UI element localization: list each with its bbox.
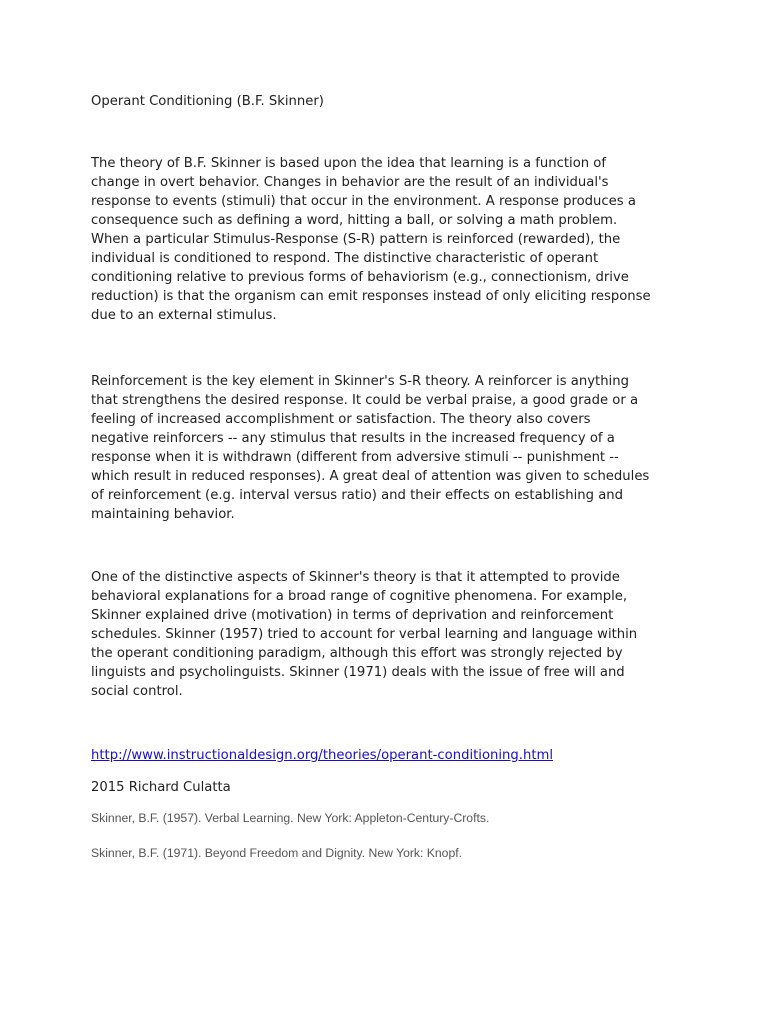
- paragraph-line: schedules. Skinner (1957) tried to account for verbal learning and language within: [91, 627, 638, 642]
- paragraph-line: linguists and psycholinguists. Skinner (1971) deals with the issue of free will and: [91, 665, 625, 680]
- paragraph-line: feeling of increased accomplishment or satisfaction. The theory also covers: [91, 412, 591, 427]
- paragraph-line: response when it is withdrawn (different from adversive stimuli -- punishment --: [91, 450, 619, 465]
- paragraph-skinner-theory: [91, 154, 651, 325]
- paragraph-line: reduction) is that the organism can emit responses instead of only eliciting response: [91, 289, 651, 304]
- paragraph-line: change in overt behavior. Changes in behavior are the result of an individual's: [91, 175, 609, 190]
- paragraph-line: behavioral explanations for a broad range of cognitive phenomena. For example,: [91, 589, 628, 604]
- paragraph-line: the operant conditioning paradigm, although this effort was strongly rejected by: [91, 646, 623, 661]
- paragraph-line: conditioning relative to previous forms of behaviorism (e.g., connectionism, drive: [91, 270, 629, 285]
- paragraph-line: response to events (stimuli) that occur in the environment. A response produces a: [91, 194, 636, 209]
- paragraph-line: consequence such as defining a word, hitting a ball, or solving a math problem.: [91, 213, 618, 228]
- paragraph-reinforcement: [91, 372, 649, 524]
- paragraph-line: When a particular Stimulus-Response (S-R) pattern is reinforced (rewarded), the: [91, 232, 621, 247]
- paragraph-line: social control.: [91, 684, 183, 699]
- paragraph-line: negative reinforcers -- any stimulus that results in the increased frequency of a: [91, 431, 615, 446]
- paragraph-line: of reinforcement (e.g. interval versus ratio) and their effects on establishing and: [91, 488, 624, 503]
- document-page: [91, 92, 691, 860]
- paragraph-line: that strengthens the desired response. It could be verbal praise, a good grade or a: [91, 393, 639, 408]
- paragraph-line: which result in reduced responses). A great deal of attention was given to schedules: [91, 469, 650, 484]
- paragraph-line: The theory of B.F. Skinner is based upon the idea that learning is a function of: [91, 156, 607, 171]
- source-link[interactable]: http://www.instructionaldesign.org/theories/operant-conditioning.html: [91, 748, 554, 763]
- paragraph-line: maintaining behavior.: [91, 507, 235, 522]
- copyright-credit: 2015 Richard Culatta: [91, 780, 231, 795]
- reference-1957: Skinner, B.F. (1957). Verbal Learning. New York: Appleton-Century-Crofts.: [91, 811, 490, 825]
- document-title: Operant Conditioning (B.F. Skinner): [91, 94, 324, 109]
- paragraph-cognitive-phenomena: [91, 568, 637, 701]
- paragraph-line: One of the distinctive aspects of Skinner's theory is that it attempted to provide: [91, 570, 620, 585]
- reference-1971: Skinner, B.F. (1971). Beyond Freedom and Dignity. New York: Knopf.: [91, 846, 463, 860]
- paragraph-line: due to an external stimulus.: [91, 308, 277, 323]
- paragraph-line: Reinforcement is the key element in Skinner's S-R theory. A reinforcer is anything: [91, 374, 629, 389]
- paragraph-line: individual is conditioned to respond. The distinctive characteristic of operant: [91, 251, 599, 266]
- paragraph-line: Skinner explained drive (motivation) in terms of deprivation and reinforcement: [91, 608, 614, 623]
